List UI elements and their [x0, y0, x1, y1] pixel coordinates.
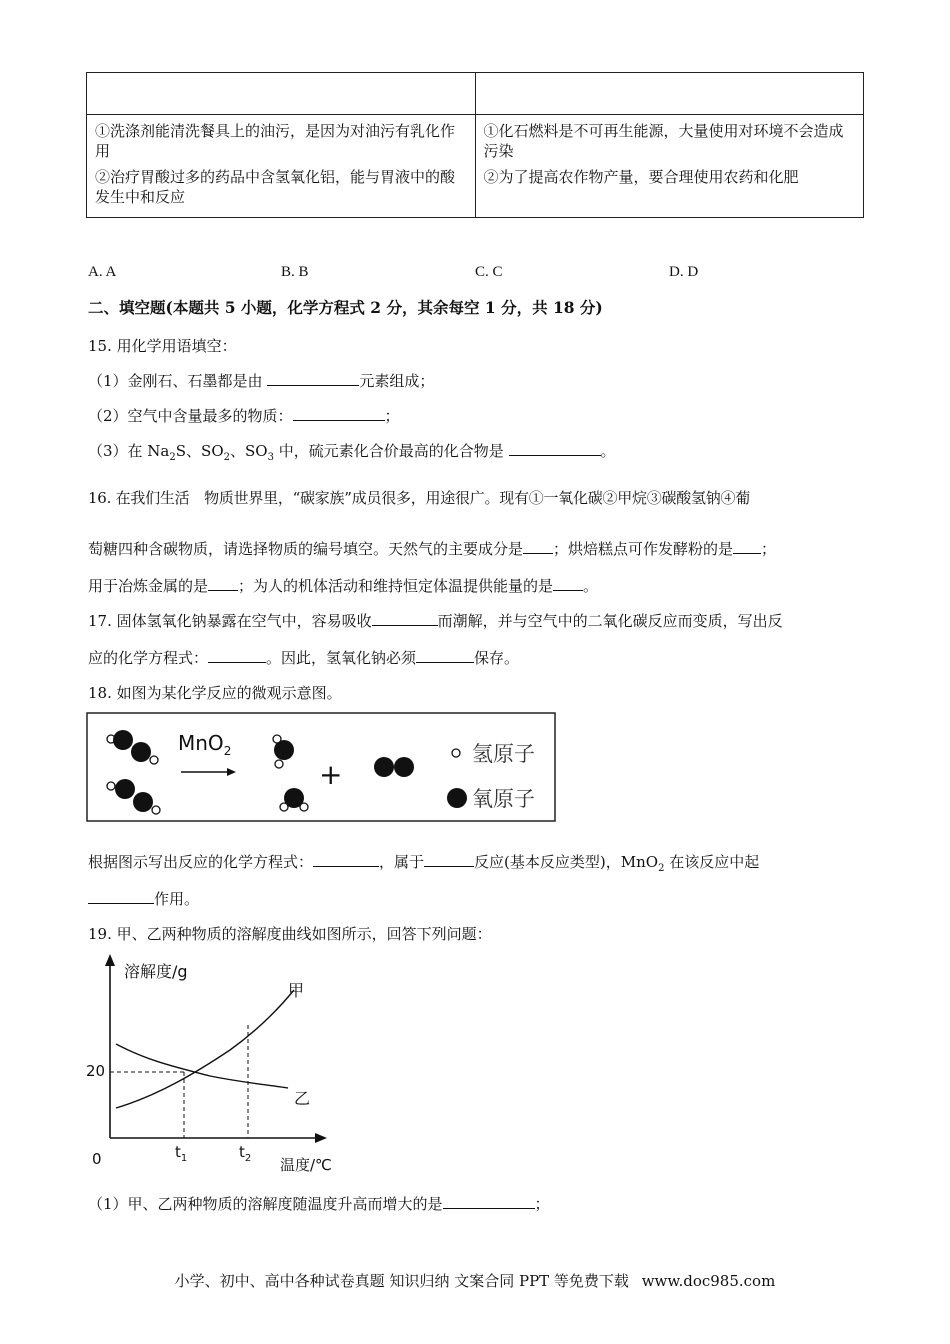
series-label-yi: 乙: [294, 1089, 311, 1108]
q16-line1: 16. 在我们生活 物质世界里，“碳家族”成员很多，用途很广。现有①一氧化碳②甲烷③碳酸氢钠④葡: [88, 489, 750, 507]
plus-sign: +: [319, 758, 343, 791]
footer-text: 小学、初中、高中各种试卷真题 知识归纳 文案合同 PPT 等免费下载: [174, 1272, 629, 1290]
legend-oxygen: 氧原子: [472, 787, 535, 811]
q15-stem: 15. 用化学用语填空：: [88, 337, 237, 355]
hydrogen-atom-icon: [452, 749, 460, 757]
q16-line2: 萄糖四种含碳物质，请选择物质的编号填空。天然气的主要成分是 ；烘焙糕点可作发酵粉的是 ；: [88, 540, 777, 558]
section-heading: 二、填空题(本题共 5 小题，化学方程式 2 分，其余每空 1 分，共 18 分): [88, 298, 603, 317]
series-jia-line: [116, 990, 294, 1108]
statement: ②治疗胃酸过多的药品中含氢氧化铝，能与胃液中的酸发生中和反应: [95, 168, 456, 206]
comparison-table: [86, 72, 864, 218]
q17-line2: 应的化学方程式： 。因此，氢氧化钠必须 保存。: [88, 649, 520, 667]
answer-blank[interactable]: [733, 538, 761, 554]
answer-blank[interactable]: [208, 647, 266, 663]
x-tick-label: $t_2$: [239, 1143, 252, 1164]
answer-blank[interactable]: [293, 405, 385, 421]
q15-part1: （1）金刚石、石墨都是由 元素组成；: [88, 372, 435, 390]
answer-blank[interactable]: [88, 888, 154, 904]
q15-part3: （3）在 $Na_2S$、$SO_2$、$SO_3$ 中，硫元素化合价最高的化合物是 。: [88, 442, 616, 463]
q15-part2: （2）空气中含量最多的物质： ；: [88, 407, 400, 425]
answer-blank[interactable]: [523, 538, 553, 554]
option-c: C. C: [475, 264, 503, 280]
table-cell: [475, 115, 864, 218]
q19-stem: 19. 甲、乙两种物质的溶解度曲线如图所示，回答下列问题：: [88, 925, 492, 943]
legend-hydrogen: 氢原子: [472, 742, 535, 766]
q18-stem: 18. 如图为某化学反应的微观示意图。: [88, 684, 342, 702]
reaction-diagram: [86, 712, 556, 822]
table-cell: [87, 115, 476, 218]
answer-blank[interactable]: [208, 575, 238, 591]
option-d: D. D: [669, 264, 699, 280]
statement: ①洗涤剂能清洗餐具上的油污，是因为对油污有乳化作用: [95, 122, 456, 160]
table-cell: [87, 73, 476, 115]
series-yi-line: [116, 1044, 288, 1088]
table-cell: [475, 73, 864, 115]
option-b: B. B: [281, 264, 309, 280]
y-tick-label: 20: [86, 1062, 106, 1080]
footer-url[interactable]: www.doc985.com: [641, 1272, 776, 1290]
q16-line3: 用于冶炼金属的是 ；为人的机体活动和维持恒定体温提供能量的是 。: [88, 577, 599, 595]
page-footer: [0, 1270, 950, 1291]
answer-blank[interactable]: [267, 370, 359, 386]
q18-line2: 作用。: [88, 888, 199, 909]
q19-part1: （1）甲、乙两种物质的溶解度随温度升高而增大的是 ；: [88, 1195, 550, 1213]
statement: ①化石燃料是不可再生能源，大量使用对环境不会造成污染: [483, 122, 844, 160]
answer-blank[interactable]: [509, 440, 601, 456]
answer-blank[interactable]: [313, 851, 379, 867]
option-a: A. A: [88, 264, 117, 280]
answer-blank[interactable]: [553, 575, 583, 591]
x-axis-label: 温度/℃: [280, 1156, 332, 1174]
catalyst-label: MnO$_2$: [178, 731, 232, 758]
answer-blank[interactable]: [424, 851, 474, 867]
origin-label: 0: [92, 1150, 102, 1168]
solubility-chart: [80, 950, 360, 1180]
oxygen-atom-icon: [447, 788, 467, 808]
answer-blank[interactable]: [372, 610, 438, 626]
series-label-jia: 甲: [288, 981, 305, 1000]
answer-blank[interactable]: [416, 647, 474, 663]
statement: ②为了提高农作物产量，要合理使用农药和化肥: [483, 168, 799, 186]
q18-line1: 根据图示写出反应的化学方程式： ，属于 反应(基本反应类型)，MnO$_2$ 在该反应中起: [88, 853, 760, 874]
x-tick-label: $t_1$: [175, 1143, 188, 1164]
q17-line1: 17. 固体氢氧化钠暴露在空气中，容易吸收 而潮解，并与空气中的二氧化碳反应而变质，写出反: [88, 612, 783, 630]
answer-blank[interactable]: [443, 1193, 535, 1209]
y-axis-label: 溶解度/g: [124, 962, 188, 981]
